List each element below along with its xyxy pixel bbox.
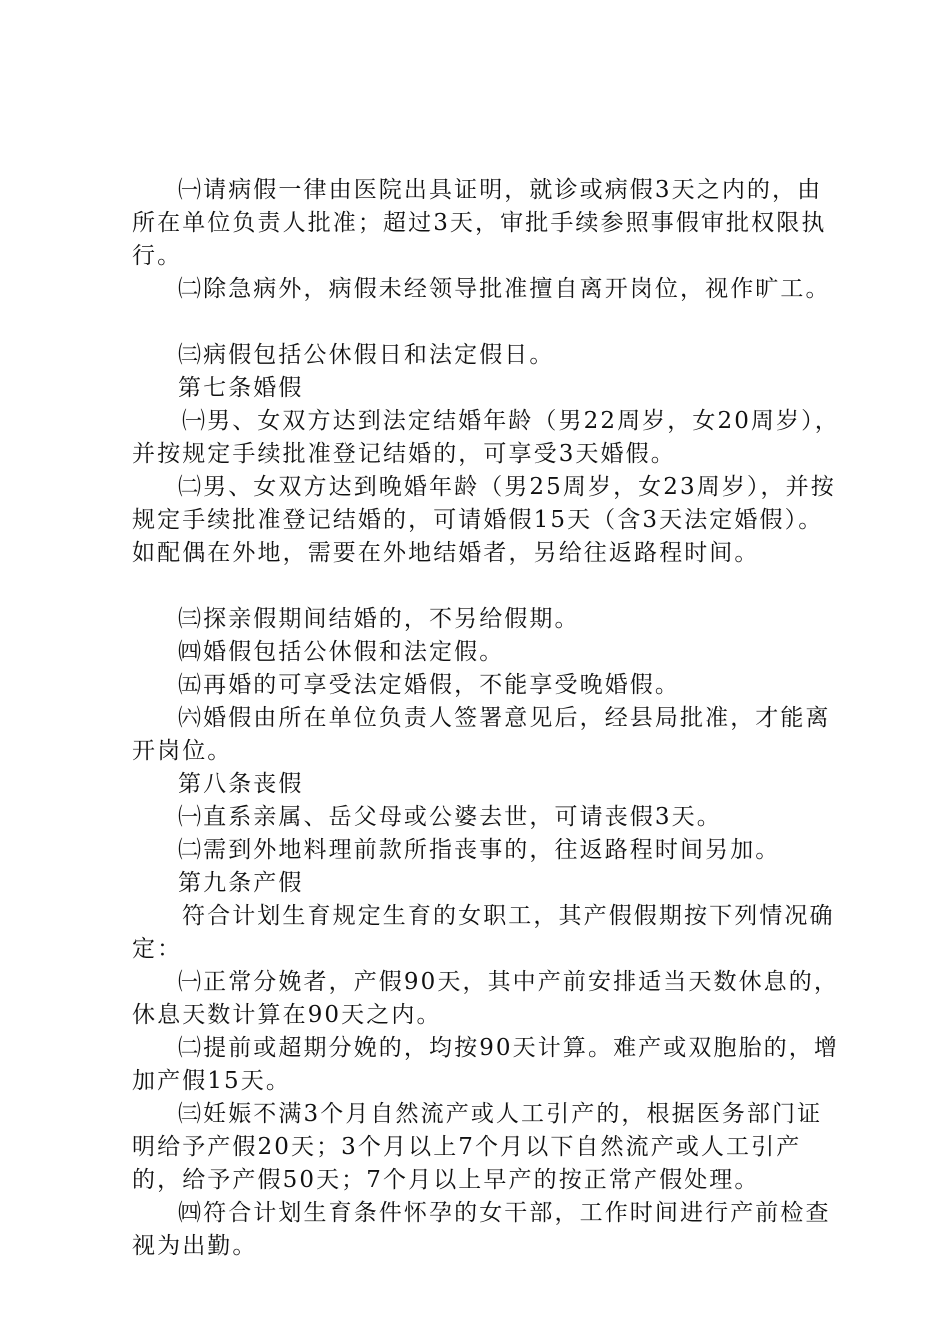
paragraph: ㈡男、女双方达到晚婚年龄（男25周岁，女23周岁），并按规定手续批准登记结婚的，可请婚假15天（含3天法定婚假）。如配偶在外地，需要在外地结婚者，另给往返路程时间。 <box>132 474 836 566</box>
paragraph: 符合计划生育规定生育的女职工，其产假假期按下列情况确定： <box>132 903 835 962</box>
section-heading: 第七条婚假 <box>178 375 304 401</box>
paragraph: ㈠直系亲属、岳父母或公婆去世，可请丧假3天。 <box>178 804 722 830</box>
paragraph: ㈡提前或超期分娩的，均按90天计算。难产或双胞胎的，增加产假15天。 <box>132 1035 839 1094</box>
paragraph: ㈣婚假包括公休假和法定假。 <box>178 639 505 665</box>
paragraph: ㈢病假包括公休假日和法定假日。 <box>178 342 555 368</box>
paragraph-gap <box>132 570 842 603</box>
paragraph: ㈡需到外地料理前款所指丧事的，往返路程时间另加。 <box>178 837 781 863</box>
paragraph: ㈠请病假一律由医院出具证明，就诊或病假3天之内的，由所在单位负责人批准；超过3天，审批手续参照事假审批权限执行。 <box>132 177 827 269</box>
section-heading: 第九条产假 <box>178 870 304 896</box>
paragraph-gap <box>132 306 842 339</box>
paragraph: ㈤再婚的可享受法定婚假，不能享受晚婚假。 <box>178 672 680 698</box>
paragraph: ㈣符合计划生育条件怀孕的女干部，工作时间进行产前检查视为出勤。 <box>132 1200 831 1259</box>
paragraph: ㈢妊娠不满3个月自然流产或人工引产的，根据医务部门证明给予产假20天；3个月以上7个月以下自然流产或人工引产的，给予产假50天；7个月以上早产的按正常产假处理。 <box>132 1101 823 1193</box>
paragraph: ㈠正常分娩者，产假90天，其中产前安排适当天数休息的，休息天数计算在90天之内。 <box>132 969 839 1028</box>
section-heading: 第八条丧假 <box>178 771 304 797</box>
paragraph: ㈢探亲假期间结婚的，不另给假期。 <box>178 606 580 632</box>
paragraph: ㈡除急病外，病假未经领导批准擅自离开岗位，视作旷工。 <box>178 276 831 302</box>
paragraph: ㈥婚假由所在单位负责人签署意见后，经县局批准，才能离开岗位。 <box>132 705 831 764</box>
paragraph: ㈠男、女双方达到法定结婚年龄（男22周岁，女20周岁），并按规定手续批准登记结婚的，可享受3天婚假。 <box>132 408 840 467</box>
document-body <box>132 174 842 1263</box>
